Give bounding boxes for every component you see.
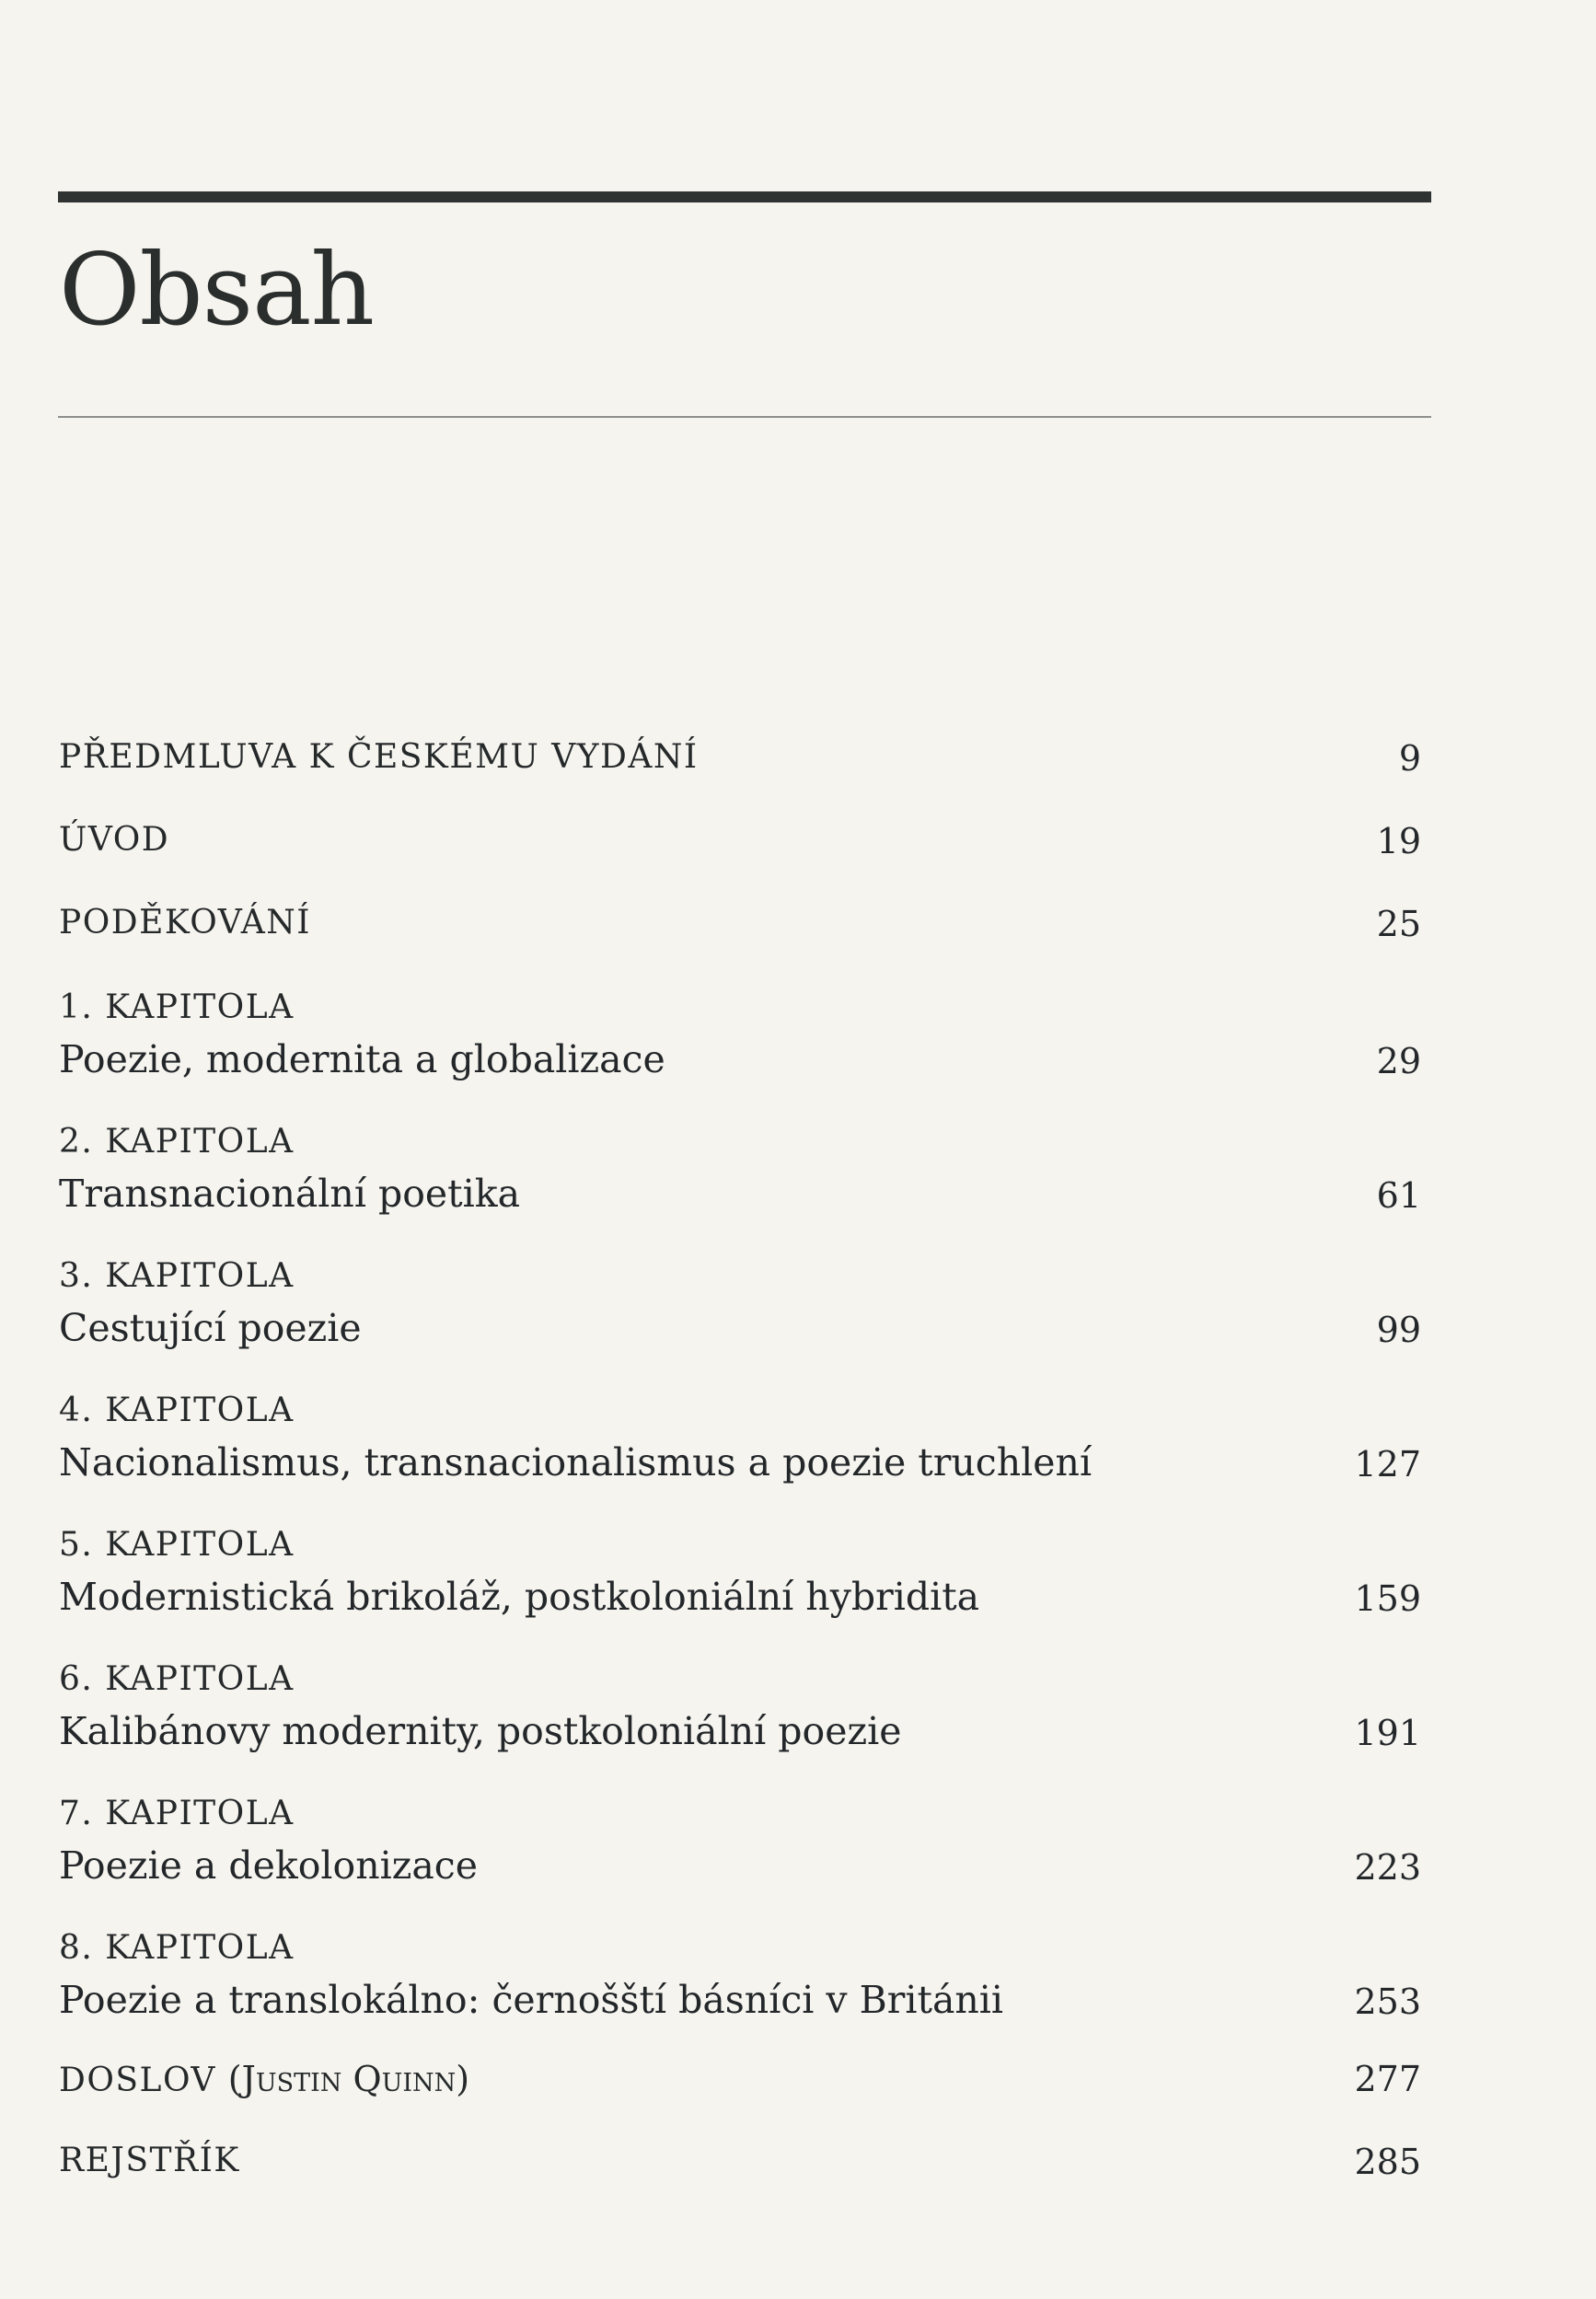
entry-page-number: 29 <box>1376 1041 1421 1081</box>
chapter-title: Poezie a translokálno: černošští básníci v Británii <box>59 1978 1004 2022</box>
toc-entry-introduction[interactable] <box>59 821 1421 861</box>
entry-page-number: 127 <box>1354 1444 1421 1485</box>
title-divider <box>58 416 1431 418</box>
toc-entry-chapter-2[interactable] <box>59 1123 1421 1216</box>
chapter-number: 4. KAPITOLA <box>59 1392 295 1429</box>
entry-page-number: 99 <box>1376 1310 1421 1350</box>
afterword-label: DOSLOV <box>59 2062 216 2099</box>
entry-page-number: 277 <box>1354 2059 1421 2099</box>
chapter-number: 8. KAPITOLA <box>59 1929 295 1967</box>
toc-entry-chapter-3[interactable] <box>59 1257 1421 1350</box>
chapter-number: 5. KAPITOLA <box>59 1526 295 1564</box>
chapter-title: Nacionalismus, transnacionalismus a poezie truchlení <box>59 1440 1093 1485</box>
toc-entry-preface[interactable] <box>59 738 1421 779</box>
entry-label <box>59 2059 1421 2099</box>
chapter-number: 1. KAPITOLA <box>59 988 295 1026</box>
chapter-title: Poezie a dekolonizace <box>59 1843 478 1888</box>
entry-page-number: 191 <box>1354 1713 1421 1753</box>
chapter-title: Poezie, modernita a globalizace <box>59 1037 665 1081</box>
entry-page-number: 9 <box>1398 738 1421 779</box>
toc-entry-acknowledgements[interactable] <box>59 904 1421 944</box>
entry-page-number: 25 <box>1376 904 1421 944</box>
chapter-title: Modernistická brikoláž, postkoloniální hybridita <box>59 1575 980 1619</box>
chapter-number: 2. KAPITOLA <box>59 1123 295 1161</box>
top-rule <box>58 191 1431 202</box>
entry-page-number: 285 <box>1354 2142 1421 2182</box>
entry-label: ÚVOD <box>59 821 170 859</box>
chapter-title: Kalibánovy modernity, postkoloniální poezie <box>59 1709 902 1753</box>
toc-entry-afterword[interactable] <box>59 2059 1421 2099</box>
entry-page-number: 19 <box>1376 821 1421 861</box>
chapter-number: 3. KAPITOLA <box>59 1257 295 1295</box>
chapter-number: 7. KAPITOLA <box>59 1795 295 1832</box>
entry-label: PŘEDMLUVA K ČESKÉMU VYDÁNÍ <box>59 738 699 776</box>
entry-page-number: 253 <box>1354 1981 1421 2022</box>
toc-entry-chapter-8[interactable] <box>59 1929 1421 2022</box>
entry-label: REJSTŘÍK <box>59 2142 240 2179</box>
entry-page-number: 159 <box>1354 1578 1421 1619</box>
entry-page-number: 61 <box>1376 1175 1421 1216</box>
toc-entry-index[interactable] <box>59 2142 1421 2182</box>
toc-entry-chapter-6[interactable] <box>59 1660 1421 1753</box>
toc-entry-chapter-1[interactable] <box>59 988 1421 1081</box>
chapter-title: Cestující poezie <box>59 1306 362 1350</box>
chapter-title: Transnacionální poetika <box>59 1172 521 1216</box>
page-title: Obsah <box>59 233 375 348</box>
entry-label: PODĚKOVÁNÍ <box>59 904 311 942</box>
toc-entry-chapter-4[interactable] <box>59 1392 1421 1485</box>
chapter-number: 6. KAPITOLA <box>59 1660 295 1698</box>
entry-page-number: 223 <box>1354 1847 1421 1888</box>
toc-entry-chapter-7[interactable] <box>59 1795 1421 1888</box>
afterword-author: (Justin Quinn) <box>227 2059 470 2099</box>
toc-entry-chapter-5[interactable] <box>59 1526 1421 1619</box>
